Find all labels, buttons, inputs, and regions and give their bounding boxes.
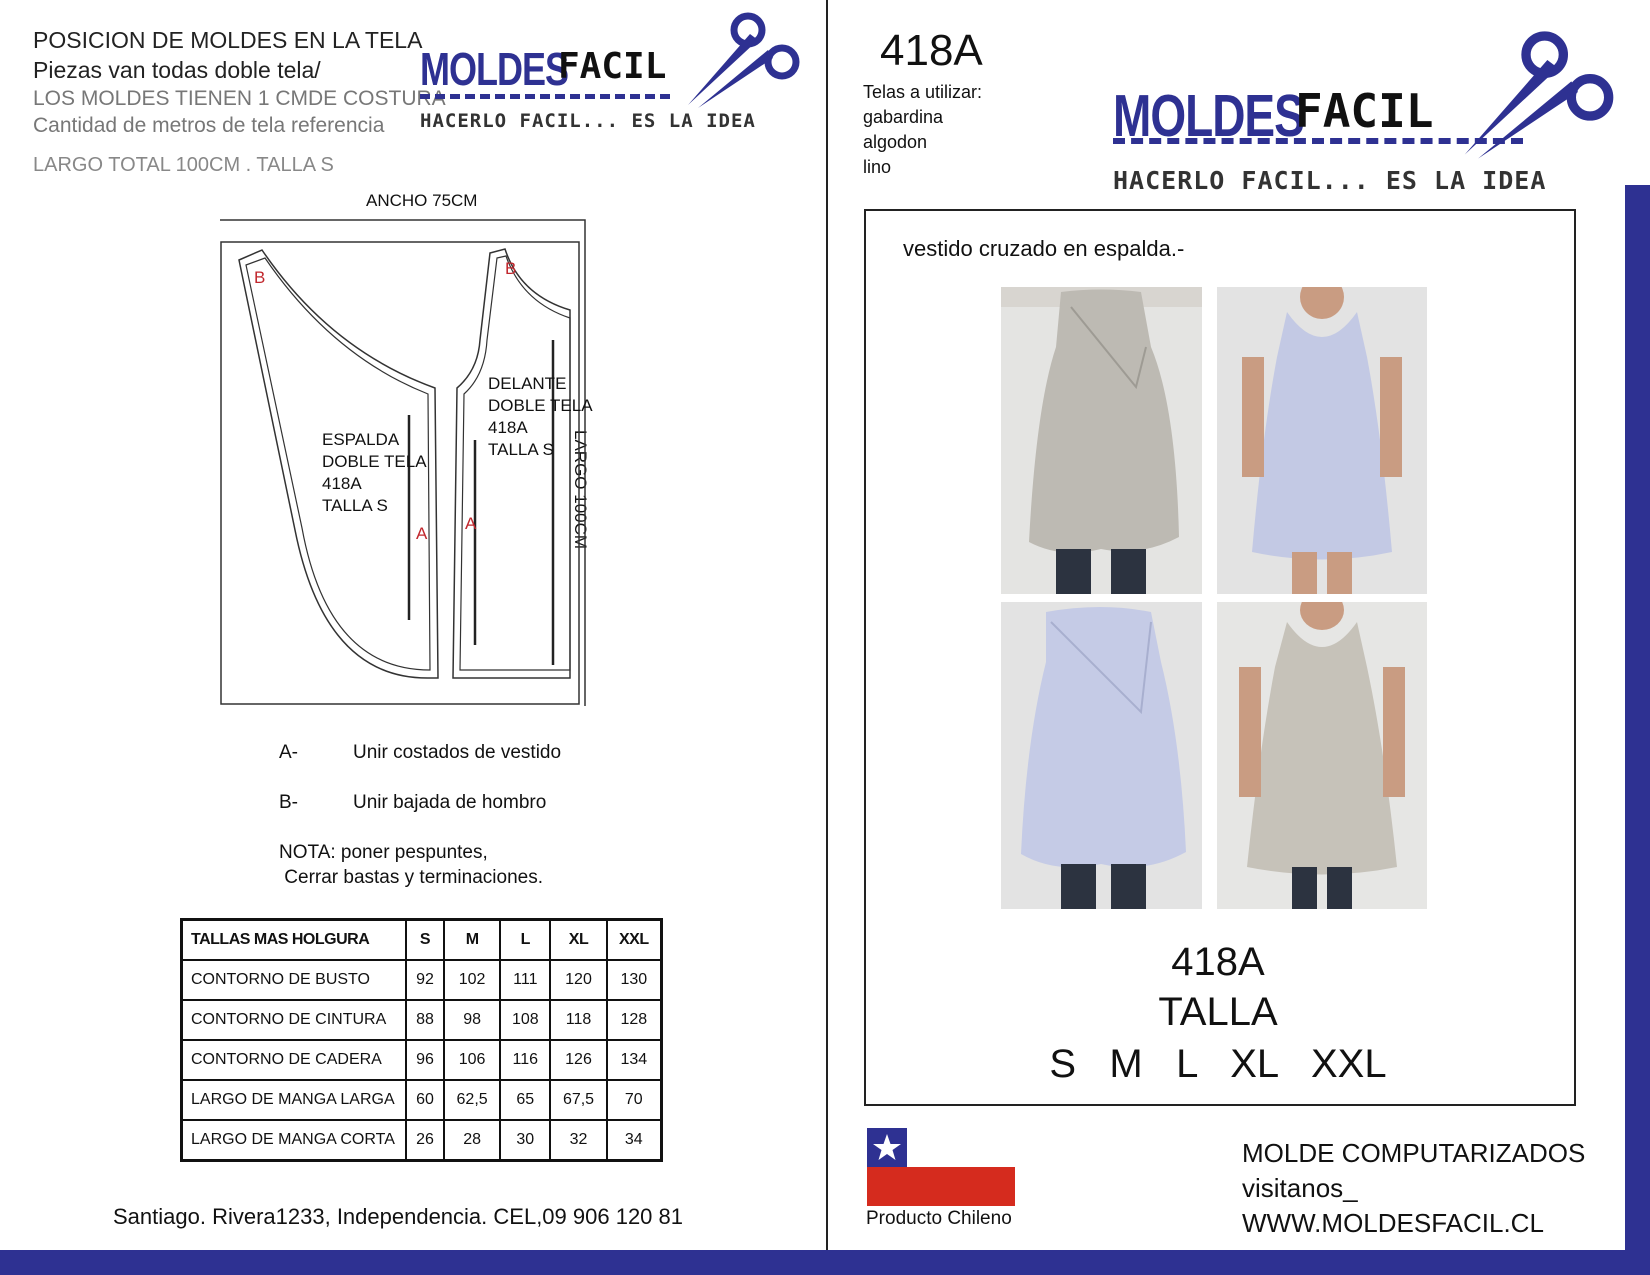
table-cell: 96 [406, 1040, 444, 1080]
row-label: CONTORNO DE CADERA [182, 1040, 407, 1080]
table-cell: 62,5 [444, 1080, 500, 1120]
dress-back-gray-photo [1001, 287, 1202, 594]
ancho-label: ANCHO 75CM [366, 191, 478, 210]
table-cell: 34 [607, 1120, 662, 1161]
size-header-m: M [444, 920, 500, 961]
page-divider [826, 0, 828, 1275]
largo-label: LARGO 100CM [571, 430, 590, 550]
size-table [180, 918, 663, 1162]
size-header-s: S [406, 920, 444, 961]
logo-tagline: HACERLO FACIL... ES LA IDEA [1113, 166, 1547, 195]
size-header-label: TALLAS MAS HOLGURA [182, 920, 407, 961]
scissors-icon [1448, 28, 1628, 168]
size-header-l: L [500, 920, 550, 961]
fabric-item: gabardina [863, 107, 944, 127]
row-label: LARGO DE MANGA LARGA [182, 1080, 407, 1120]
table-cell: 92 [406, 960, 444, 1000]
legend-text-b: Unir bajada de hombro [353, 792, 547, 813]
table-row [182, 1040, 662, 1080]
table-cell: 111 [500, 960, 550, 1000]
espalda-line-4: TALLA S [322, 496, 388, 515]
table-row [182, 1000, 662, 1040]
delante-line-3: 418A [488, 418, 528, 437]
footer-line-1: MOLDE COMPUTARIZADOS [1242, 1138, 1586, 1168]
row-label: LARGO DE MANGA CORTA [182, 1120, 407, 1161]
dress-back-blue-photo [1001, 602, 1202, 909]
nota-line-2: Cerrar bastas y terminaciones. [279, 867, 543, 888]
mark-b-back: B [254, 268, 266, 287]
table-row [182, 960, 662, 1000]
table-cell: 70 [607, 1080, 662, 1120]
table-cell: 134 [607, 1040, 662, 1080]
size-header-xxl: XXL [607, 920, 662, 961]
table-cell: 116 [500, 1040, 550, 1080]
espalda-line-2: DOBLE TELA [322, 452, 427, 471]
logo-dashes [420, 94, 670, 99]
table-cell: 30 [500, 1120, 550, 1161]
table-cell: 32 [550, 1120, 606, 1161]
header-line-2: Piezas van todas doble tela/ [33, 57, 321, 83]
table-cell: 126 [550, 1040, 606, 1080]
espalda-line-3: 418A [322, 474, 362, 493]
header-line-5: LARGO TOTAL 100CM . TALLA S [33, 154, 334, 176]
legend-key-a: A- [279, 742, 298, 763]
product-description: vestido cruzado en espalda.- [903, 236, 1185, 261]
table-cell: 65 [500, 1080, 550, 1120]
model-code-top: 418A [880, 26, 983, 75]
footer-line-2: visitanos_ [1242, 1173, 1358, 1203]
chile-flag-icon [867, 1128, 1015, 1206]
table-row [182, 1080, 662, 1120]
row-label: CONTORNO DE CINTURA [182, 1000, 407, 1040]
scissors-icon [678, 10, 808, 115]
espalda-line-1: ESPALDA [322, 430, 400, 449]
mark-a-front: A [465, 514, 477, 533]
website-link[interactable]: WWW.MOLDESFACIL.CL [1242, 1208, 1544, 1238]
header-line-1: POSICION DE MOLDES EN LA TELA [33, 27, 423, 53]
header-line-4: Cantidad de metros de tela referencia [33, 114, 385, 137]
espalda-label [322, 429, 427, 517]
logo-brand-1: MOLDES [420, 42, 569, 96]
address: Santiago. Rivera1233, Independencia. CEL,09 906 120 81 [113, 1204, 683, 1229]
size-header-xl: XL [550, 920, 606, 961]
logo-right [1113, 80, 1633, 200]
table-row [182, 1120, 662, 1161]
fabric-item: algodon [863, 132, 928, 152]
table-cell: 106 [444, 1040, 500, 1080]
table-cell: 118 [550, 1000, 606, 1040]
size-list: S M L XL XXL [1049, 1042, 1387, 1086]
table-cell: 67,5 [550, 1080, 606, 1120]
fabric-item: lino [863, 157, 892, 177]
logo-brand-1: MOLDES [1113, 81, 1304, 149]
talla-label: TALLA [1158, 990, 1278, 1034]
table-cell: 88 [406, 1000, 444, 1040]
right-brand-bar [1625, 185, 1650, 1275]
dress-front-blue-photo [1217, 287, 1427, 594]
legend-key-b: B- [279, 792, 298, 813]
logo-brand-2: FACIL [558, 46, 667, 87]
model-code: 418A [1171, 940, 1265, 984]
table-cell: 26 [406, 1120, 444, 1161]
table-cell: 28 [444, 1120, 500, 1161]
row-label: CONTORNO DE BUSTO [182, 960, 407, 1000]
table-cell: 128 [607, 1000, 662, 1040]
flag-label: Producto Chileno [866, 1208, 1012, 1229]
header-line-3: LOS MOLDES TIENEN 1 CMDE COSTURA [33, 87, 446, 110]
table-cell: 102 [444, 960, 500, 1000]
table-cell: 60 [406, 1080, 444, 1120]
mark-a-back: A [416, 524, 428, 543]
logo-brand-2: FACIL [1295, 84, 1434, 138]
fabric-label: Telas a utilizar: [863, 82, 983, 102]
logo-tagline: HACERLO FACIL... ES LA IDEA [420, 110, 756, 132]
nota-line-1: NOTA: poner pespuntes, [279, 842, 488, 863]
delante-line-2: DOBLE TELA [488, 396, 593, 415]
delante-line-4: TALLA S [488, 440, 554, 459]
table-cell: 98 [444, 1000, 500, 1040]
bottom-brand-bar [0, 1250, 1650, 1275]
table-cell: 120 [550, 960, 606, 1000]
legend-text-a: Unir costados de vestido [353, 742, 562, 763]
delante-label [488, 373, 593, 461]
mark-b-front: B [505, 259, 517, 278]
logo-left [420, 42, 800, 132]
delante-line-1: DELANTE [488, 374, 567, 393]
dress-front-gray-photo [1217, 602, 1427, 909]
table-cell: 130 [607, 960, 662, 1000]
size-table-header [182, 920, 662, 961]
table-cell: 108 [500, 1000, 550, 1040]
